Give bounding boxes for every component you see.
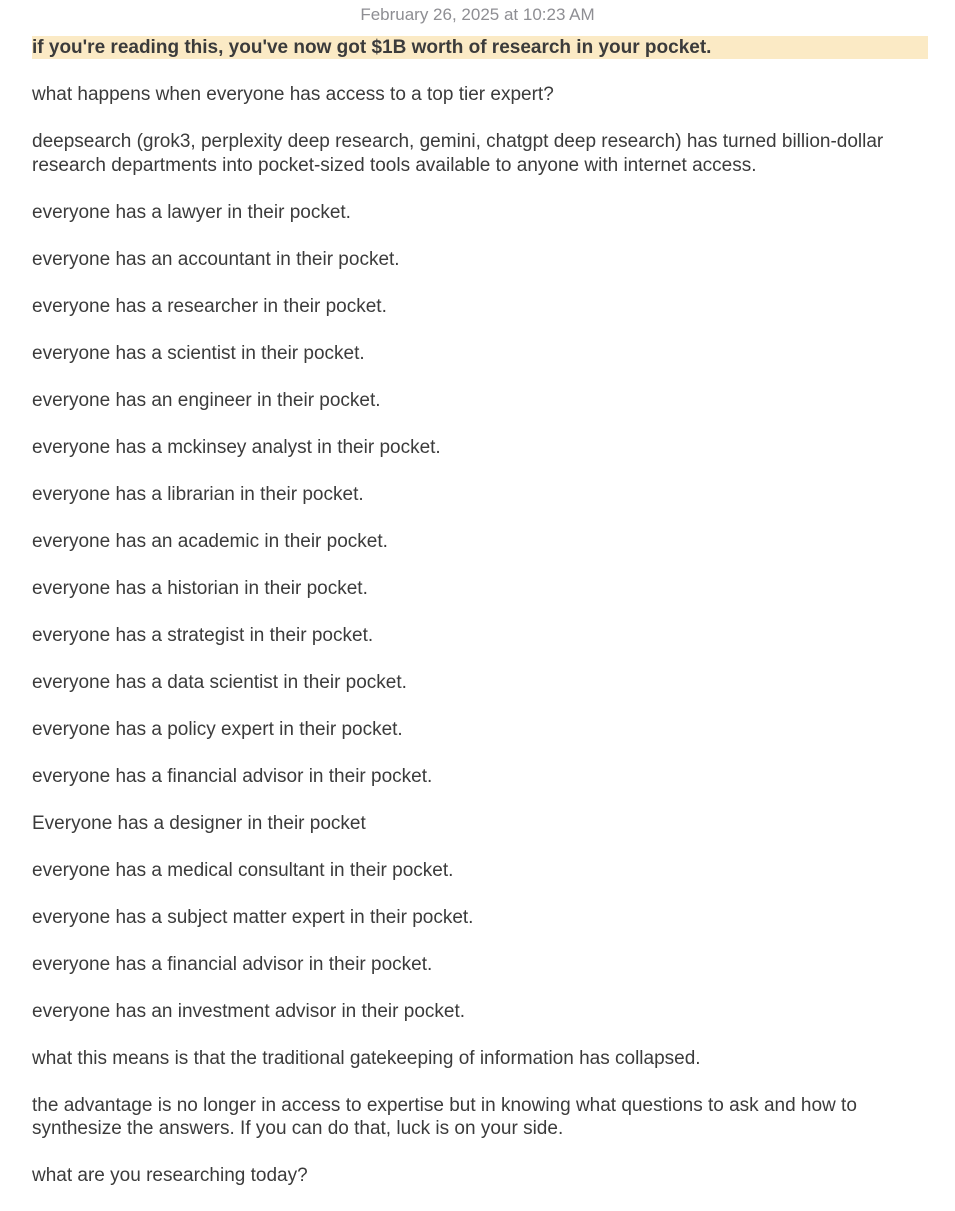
pocket-line: everyone has an investment advisor in their pocket. bbox=[32, 1000, 466, 1022]
pocket-line: everyone has a lawyer in their pocket. bbox=[32, 201, 351, 223]
pocket-line: everyone has a subject matter expert in their pocket. bbox=[32, 906, 474, 928]
pocket-line: everyone has a medical consultant in their pocket. bbox=[32, 859, 454, 881]
conclusion-advantage: the advantage is no longer in access to expertise but in knowing what questions to ask and how to synthesize the answers. If you can do that, luck is on your side. bbox=[32, 1094, 857, 1139]
pocket-line: everyone has a historian in their pocket. bbox=[32, 577, 368, 599]
intro-paragraph: deepsearch (grok3, perplexity deep research, gemini, chatgpt deep research) has turned billion-dollar research departments into pocket-sized tools available to anyone with internet access. bbox=[32, 131, 884, 176]
pocket-line: everyone has a financial advisor in their pocket. bbox=[32, 953, 433, 975]
intro-question: what happens when everyone has access to a top tier expert? bbox=[32, 84, 554, 105]
pocket-line: everyone has a mckinsey analyst in their pocket. bbox=[32, 436, 441, 458]
pocket-line: Everyone has a designer in their pocket bbox=[32, 812, 366, 834]
pocket-line: everyone has a financial advisor in their pocket. bbox=[32, 765, 433, 787]
pocket-line: everyone has a strategist in their pocket. bbox=[32, 624, 374, 646]
note-body[interactable] bbox=[32, 36, 928, 1211]
pocket-line: everyone has a scientist in their pocket. bbox=[32, 342, 365, 364]
pocket-line: everyone has a data scientist in their pocket. bbox=[32, 671, 407, 693]
note-headline-highlighted: if you're reading this, you've now got $1B worth of research in your pocket. bbox=[32, 36, 928, 59]
pocket-line: everyone has an academic in their pocket. bbox=[32, 530, 388, 552]
pocket-line: everyone has a researcher in their pocket. bbox=[32, 295, 387, 317]
closing-question: what are you researching today? bbox=[32, 1165, 308, 1186]
pocket-line: everyone has an accountant in their pocket. bbox=[32, 248, 400, 270]
pocket-line: everyone has a librarian in their pocket. bbox=[32, 483, 364, 505]
conclusion-gatekeeping: what this means is that the traditional gatekeeping of information has collapsed. bbox=[32, 1047, 701, 1069]
note-timestamp: February 26, 2025 at 10:23 AM bbox=[360, 5, 595, 24]
pocket-line: everyone has a policy expert in their pocket. bbox=[32, 718, 403, 740]
pocket-line: everyone has an engineer in their pocket. bbox=[32, 389, 381, 411]
